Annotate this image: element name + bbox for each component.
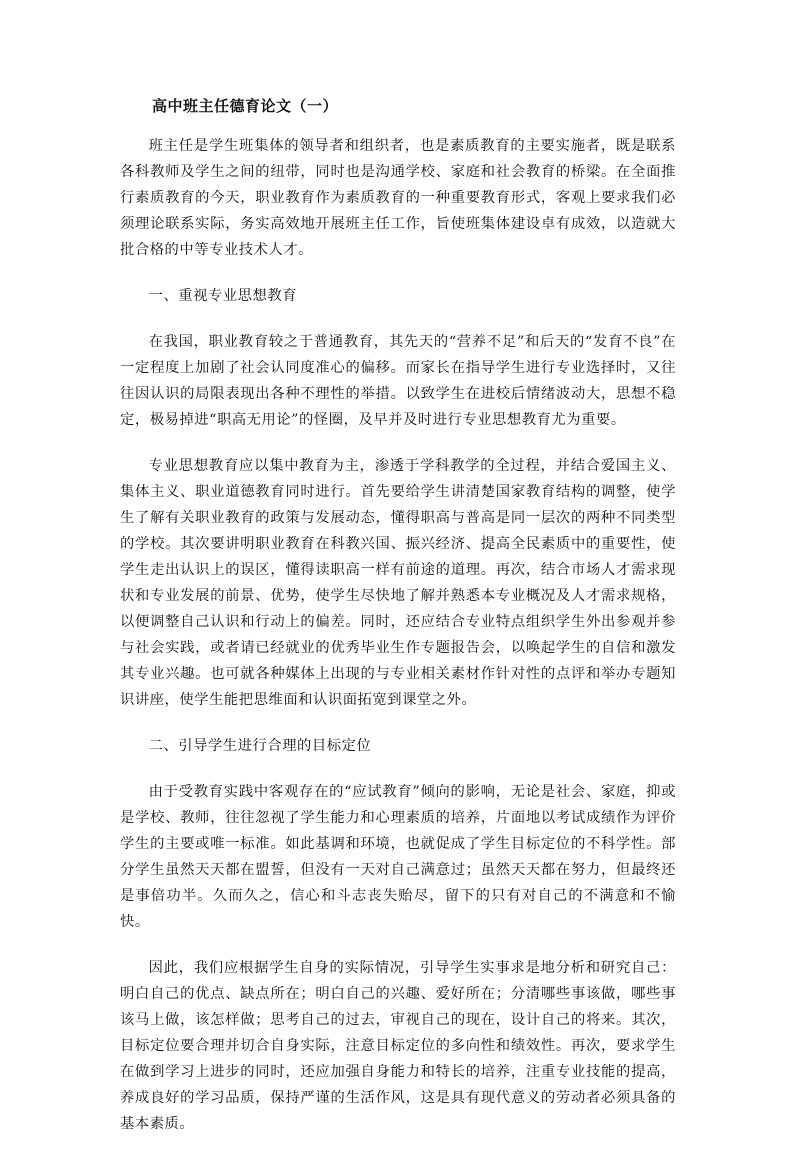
section1-paragraph-2: 专业思想教育应以集中教育为主，渗透于学科教学的全过程，并结合爱国主义、集体主义、职业道德教育同时进行。首先要给学生讲清楚国家教育结构的调整，使学生了解有关职业教育的政策与发展动态，懂得职高与普高是同一层次的两种不同类型的学校。其次要讲明职业教育在科教兴国、振兴经济、提高全民素质中的重要性，使学生走出认识上的误区，懂得读职高一样有前途的道理。再次，结合市场人才需求现状和专业发展的前景、优势，使学生尽快地了解并熟悉本专业概况及人才需求规格，以便调整自己认识和行动上的偏差。同时，还应结合专业特点组织学生外出参观并参与社会实践，或者请已经就业的优秀毕业生作专题报告会，以唤起学生的自信和激发其专业兴趣。也可就各种媒体上出现的与专业相关素材作针对性的点评和举办专题知识讲座，使学生能把思维面和认识面拓宽到课堂之外。 [120,458,676,708]
section-heading-2: 二、引导学生进行合理的目标定位 [148,738,372,754]
document-title: 高中班主任德育论文（一） [152,97,339,115]
section2-paragraph-1: 由于受教育实践中客观存在的“应试教育”倾向的影响，无论是社会、家庭，抑或是学校、教师，往往忽视了学生能力和心理素质的培养，片面地以考试成绩作为评价学生的主要或唯一标准。如此基调和环境，也就促成了学生目标定位的不科学性。部分学生虽然天天都在盟誓，但没有一天对自己满意过；虽然天天都在努力，但最终还是事倍功半。久而久之，信心和斗志丧失贻尽，留下的只有对自己的不满意和不愉快。 [120,784,676,930]
document-page [120,93,676,1157]
section2-paragraph-2: 因此，我们应根据学生自身的实际情况，引导学生实事求是地分析和研究自己：明白自己的优点、缺点所在；明白自己的兴趣、爱好所在；分清哪些事该做，哪些事该马上做，该怎样做；思考自己的过去，审视自己的现在，设计自己的将来。其次，目标定位要合理并切合自身实际，注意目标定位的多向性和绩效性。再次，要求学生在做到学习上进步的同时，还应加强自身能力和特长的培养，注重专业技能的提高，养成良好的学习品质，保持严谨的生活作风，这是具有现代意义的劳动者必须具备的基本素质。 [120,960,676,1132]
intro-paragraph: 班主任是学生班集体的领导者和组织者，也是素质教育的主要实施者，既是联系各科教师及学生之间的纽带，同时也是沟通学校、家庭和社会教育的桥梁。在全面推行素质教育的今天，职业教育作为素质教育的一种重要教育形式，客观上要求我们必须理论联系实际，务实高效地开展班主任工作，旨使班集体建设卓有成效，以造就大批合格的中等专业技术人才。 [120,138,676,258]
section-heading-1: 一、重视专业思想教育 [148,288,298,304]
section1-paragraph-1: 在我国，职业教育较之于普通教育，其先天的“营养不足”和后天的“发育不良”在一定程度上加剧了社会认同度准心的偏移。而家长在指导学生进行专业选择时，又往往因认识的局限表现出各种不理性的举措。以致学生在进校后情绪波动大，思想不稳定，极易掉进“职高无用论”的怪圈，及早并及时进行专业思想教育尤为重要。 [120,334,676,428]
